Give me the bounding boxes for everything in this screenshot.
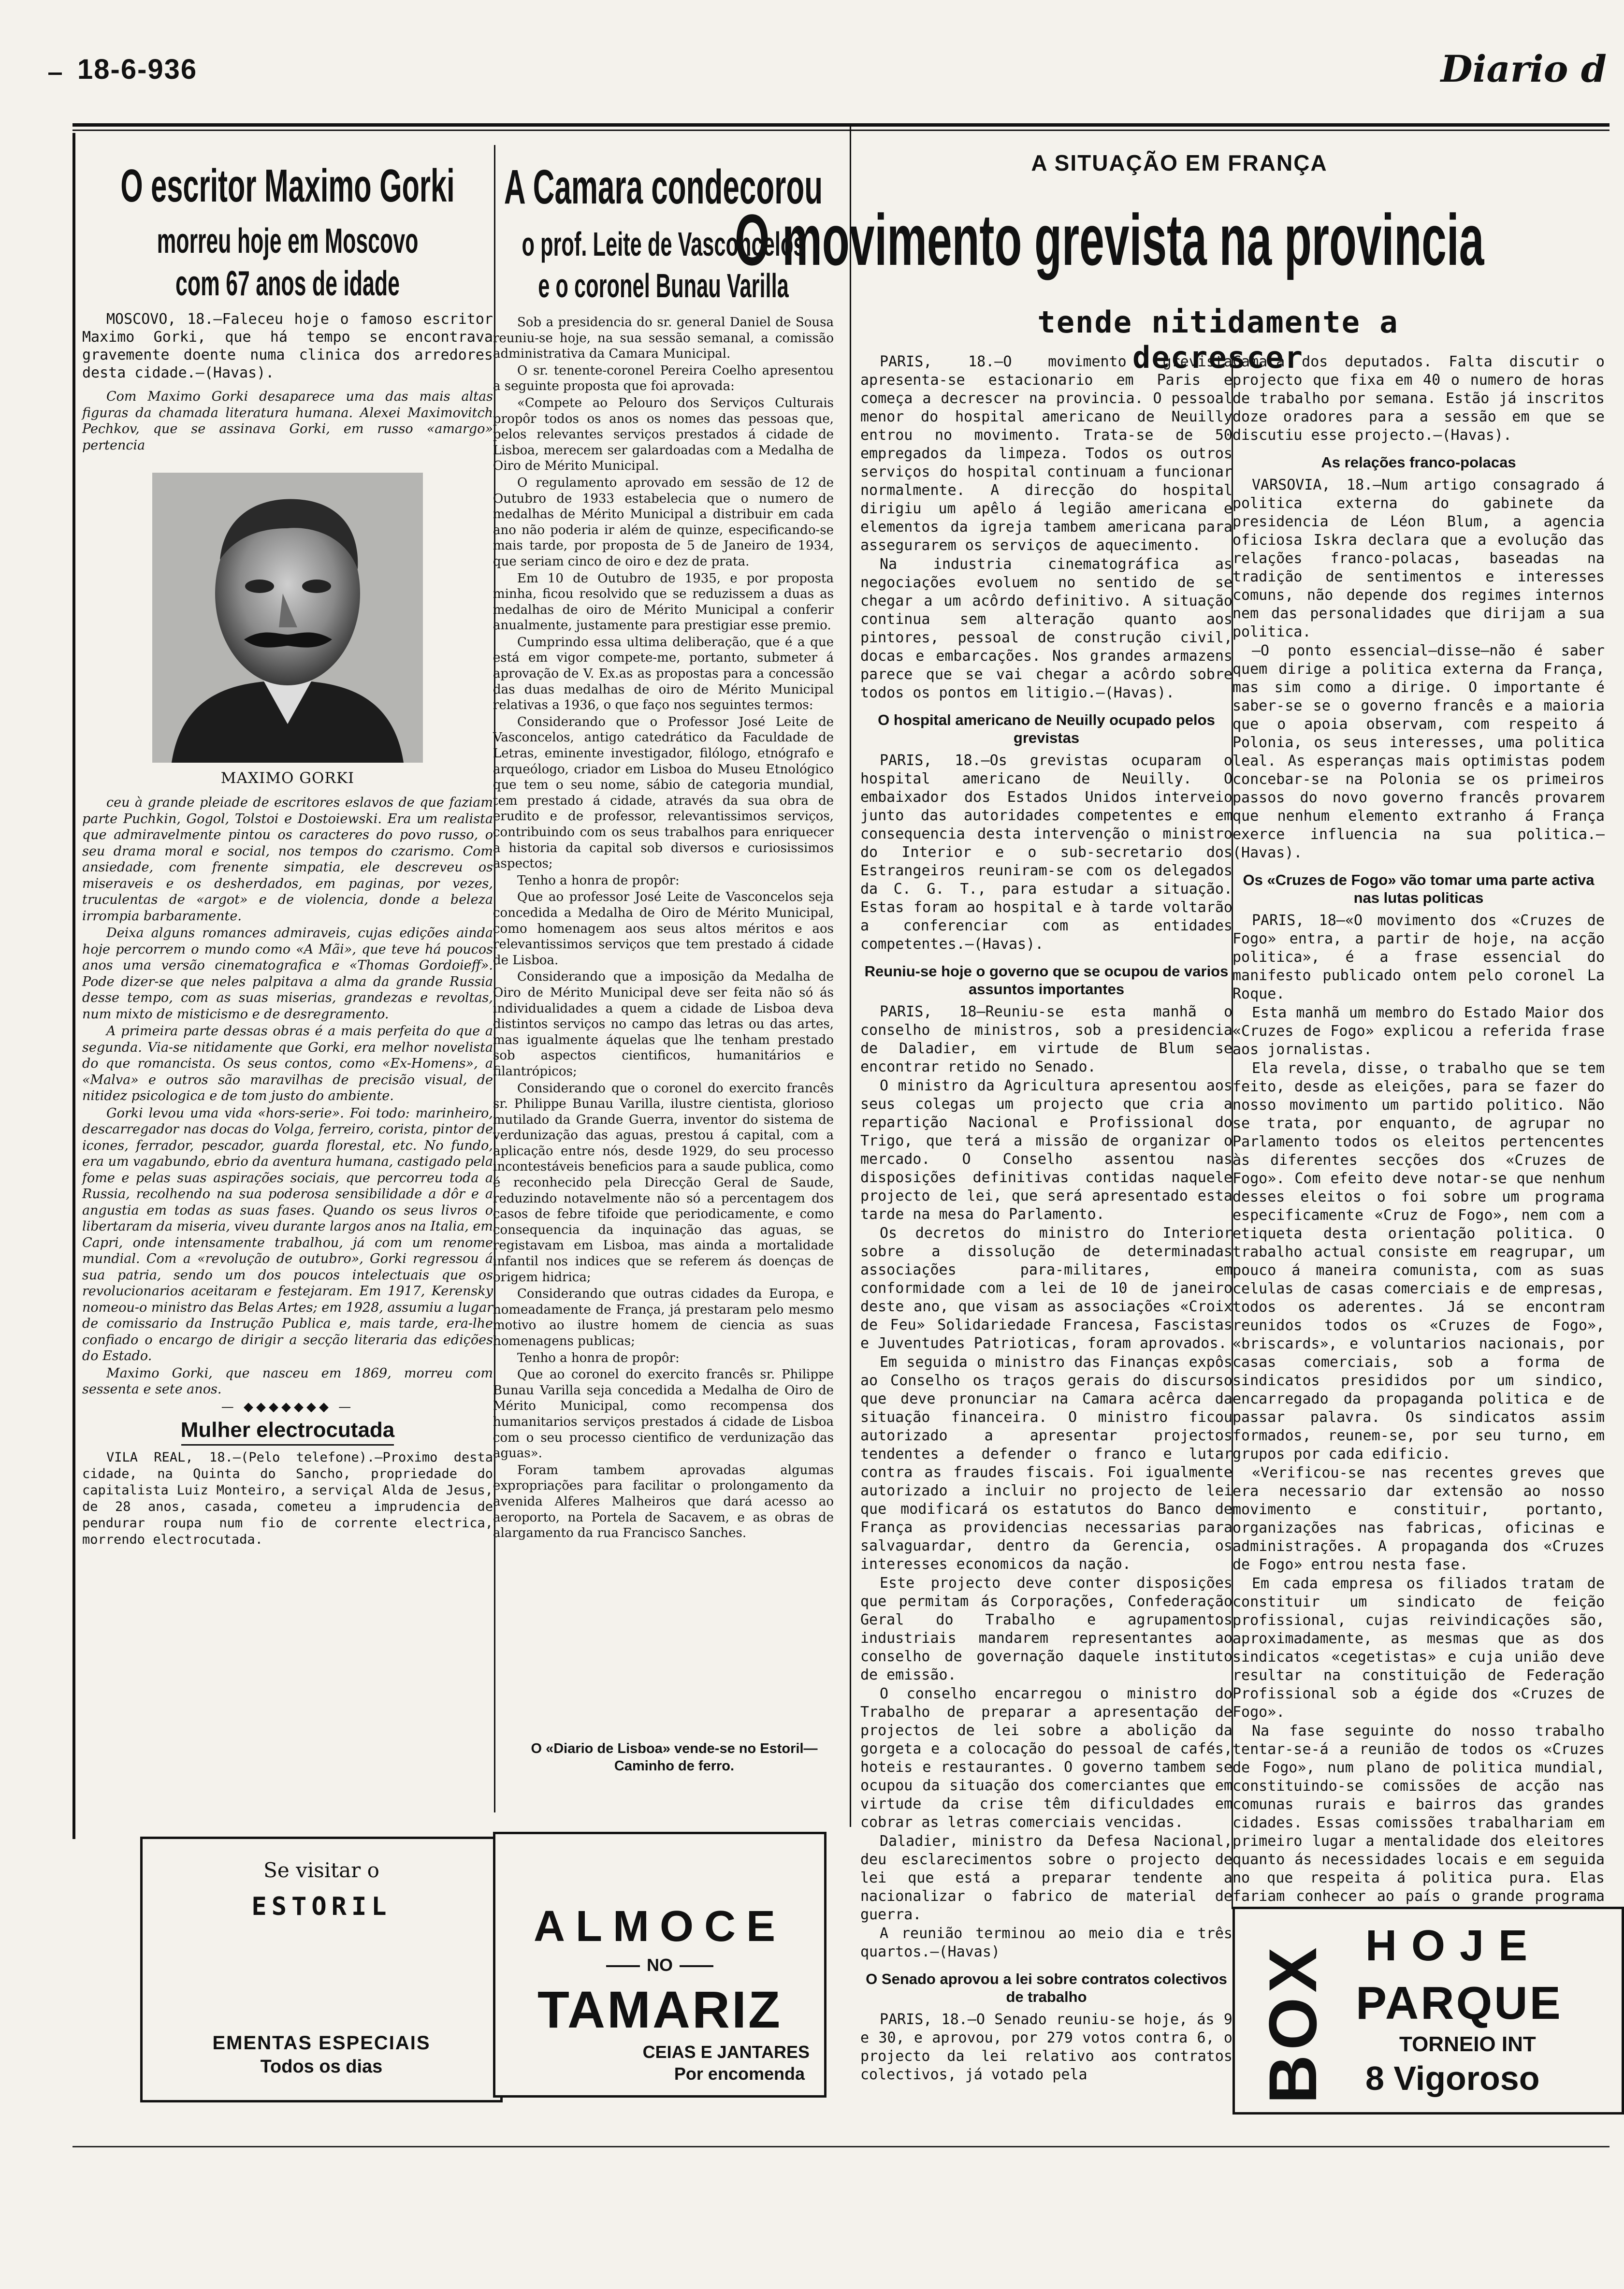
article-camara (493, 159, 834, 1798)
article-lead: MOSCOVO, 18.—Faleceu hoje o famoso escritor Maximo Gorki, que há tempo se encontrava gravemente doente numa clinica dos arredores desta cidade.—(Havas). (82, 311, 493, 381)
section-heading: As relações franco-polacas (1321, 454, 1516, 471)
article-subtitle: e o coronel Bunau Varilla (538, 267, 789, 304)
ad-text: NO (647, 1955, 673, 1975)
article-title: Mulher electrocutada (180, 1418, 395, 1442)
paragraph: O ministro da Agricultura apresentou aos seus colegas um projecto que cria a repartição Nacional e Profissional do Trigo, que terá a missão de organizar o mercado. O Conselho assentou nas disposições definitivas contidas naquele projecto de lei, que será apresentado esta tarde na mesa do Parlamento. (860, 1077, 1232, 1223)
title-underline (181, 1444, 394, 1446)
paragraph: O conselho encarregou o ministro do Trabalho de preparar a apresentação de projectos de lei sobre a abolição da gorgeta e a colocação do pessoal de cafés, hoteis e restaurantes. O governo tambem se ocupou da situação dos comerciantes que em virtude da crise têm dificuldades em cobrar as letras comerciais vencidas. (860, 1685, 1232, 1831)
paragraph: PARIS, 18.—O movimento grevista apresenta-se estacionario em Paris e começa a decrescer na provincia. O pessoal menor do hospital americano de Neuilly entrou no movimento. Trata-se de 50 empregados da limpeza. Todos os outros serviços do hospital continuam a funcionar normalmente. A direcção do hospital dirigiu um apêlo á legião americana e elementos da igreja tambem americana para assegurarem os serviços de aquecimento. (860, 353, 1232, 554)
ad-text: Todos os dias (260, 2057, 383, 2077)
paragraph: Camara dos deputados. Falta discutir o projecto que fixa em 40 o numero de horas de trabalho por semana. Estão já inscritos doze oradores para a sessão em que se discutiu esse projecto.—(Havas). (1232, 353, 1605, 444)
article-subtitle: com 67 anos de idade (175, 264, 400, 303)
ad-text: EMENTAS ESPECIAIS (212, 2032, 431, 2054)
ad-text: Por encomenda (674, 2064, 805, 2084)
ad-text: ALMOCE (534, 1902, 786, 1951)
article-column (860, 353, 1232, 2083)
paragraph: Em cada empresa os filiados tratam de constituir um sindicato de feição profissional, cujas reivindicações são, aproximadamente, as mesmas que as dos sindicatos «cegetistas» e cuja união deve resultar na constituição de Federação Profissional sob a égide dos «Cruzes de Fogo». (1232, 1575, 1605, 1721)
ad-text: BOX (1255, 1942, 1331, 2104)
ad-text: Se visitar o (263, 1858, 379, 1882)
ad-dash (606, 1965, 640, 1967)
ad-text: CEIAS E JANTARES (642, 2042, 810, 2062)
paragraph: —O ponto essencial—disse—não é saber quem dirige a politica externa da França, mas sim como a dirige. O importante é saber-se se o governo francês e a maioria que o apoia observam, com respeito á Polonia, os seus interesses, uma politica leal. As esperanças mais optimistas podem concebar-se na Polonia se os primeiros passos do novo governo francês provarem que nenhum elemento extranho á França exerce influencia na sua politica.—(Havas). (1232, 642, 1605, 861)
advertisement-box (1232, 1907, 1624, 2115)
portrait-image (152, 473, 423, 763)
bottom-rule (72, 2146, 1610, 2147)
paragraph: Esta manhã um membro do Estado Maior dos «Cruzes de Fogo» explicou a referida frase aos jornalistas. (1232, 1004, 1605, 1058)
paragraph: PARIS, 18.—Os grevistas ocuparam o hospital americano de Neuilly. O embaixador dos Estados Unidos interveio junto das autoridades competentes e em consequencia desta intervenção o ministro do Interior e o sub-secretario dos Estrangeiros reuniram-se com os delegados da C. G. T., para estudar a situação. Estas foram ao hospital e à tarde voltarão a conferenciar com as entidades competentes.—(Havas). (860, 752, 1232, 953)
article-intro: Com Maximo Gorki desaparece uma das mais altas figuras da chamada literatura humana. Alexei Maximovitch Pechkov, que se assinava Gorki, em russo «amargo» pertencia (82, 389, 493, 453)
masthead: Diario d (1440, 47, 1607, 90)
left-border-rule (72, 133, 75, 1839)
article-column (1232, 353, 1605, 1948)
article-gorki (82, 159, 493, 1769)
paragraph: PARIS, 18—«O movimento dos «Cruzes de Fogo» entra, a partir de hoje, na acção politica», é a frase essencial do manifesto publicado ontem pelo coronel La Roque. (1232, 912, 1605, 1002)
section-heading: Reuniu-se hoje o governo que se ocupou de varios assuntos importantes (864, 963, 1229, 998)
article-body: Sob a presidencia do sr. general Daniel de Sousa reuniu-se hoje, na sua sessão semanal, a comissão administrativa da Camara Municipal. O sr. tenente-coronel Pereira Coelho apresentou a seguinte proposta que foi aprovada: «Compete ao Pelouro dos Serviços Culturais propôr todos os anos os nomes das pessoas que, pelos relevantes serviços prestados á cidade de Lisboa, merecem ser galardoadas com a Medalha de Oiro de Mérito Municipal. O regulamento aprovado em sessão de 12 de Outubro de 1933 estabelecia que o numero de medalhas de Mérito Municipal a distribuir em cada ano não poderia ir além de quinze, especificando-se mais tarde, por proposta de 5 de Janeiro de 1934, que seriam cinco de oiro e dez de prata. Em 10 de Outubro de 1935, e por proposta minha, ficou resolvido que se reduzissem a duas as medalhas de oiro de Mérito Municipal a conferir anualmente, justamente para prestigiar esse premio. Cumprindo essa ultima deliberação, que é a que está em vigor compete-me, portanto, submeter á aprovação de V. Ex.as as propostas para a concessão das duas medalhas de oiro de Mérito Municipal relativas a 1936, o que faço nos seguintes termos: Considerando que o Professor José Leite de Vasconcelos, antigo catedrático da Faculdade de Letras, eminente investigador, filólogo, etnógrafo e arqueólogo, criador em Lisboa do Museu Etnológico que tem o seu nome, sábio de categoria mundial, tem prestado á cidade, através da sua obra de erudito e de professor, relevantissimos serviços, contribuindo com os seus trabalhos para enriquecer a historia da capital sob diversos e curiosissimos aspectos; Tenho a honra de propôr: Que ao professor José Leite de Vasconcelos seja concedida a Medalha de Oiro de Mérito Municipal, como homenagem aos seus altos méritos e aos relevantissimos serviços que tem prestado á cidade de Lisboa. Considerando que a imposição da Medalha de Oiro de Mérito Municipal deve ser feita não só ás individualidades a quem a cidade de Lisboa deva distintos serviços no campo das letras ou das artes, mas igualmente áquelas que lhe tenham prestado sob aspectos cientificos, humanitários e filantrópicos; Considerando que o coronel do exercito francês sr. Philippe Bunau Varilla, ilustre cientista, glorioso mutilado da Grande Guerra, inventor do sistema de verdunização das aguas, prestou á capital, com a aplicação entre nós, desde 1929, do seu processo incontestáveis beneficios para a saude publica, como é reconhecido pela Direcção Geral de Saude, reduzindo notavelmente não só a percentagem dos casos de febre tifoide que periodicamente, e como consequencia da inquinação das aguas, se registavam em Lisboa, mas ainda a mortalidade infantil nos indices que se referem ás doenças de origem hidrica; Considerando que outras cidades da Europa, e nomeadamente de França, já prestaram pelo mesmo motivo ao ilustre homem de ciencia as suas homenagens publicas; Tenho a honra de propôr: Que ao coronel do exercito francês sr. Philippe Bunau Varilla seja concedida a Medalha de Oiro de Mérito Municipal, como recompensa dos humanitarios serviços prestados á cidade de Lisboa com o seu processo cientifico de verdunização das aguas». Foram tambem aprovadas algumas expropriações para facilitar o prolongamento da avenida Alferes Malheiros que dará acesso ao aeroporto, na Portela de Sacavem, e as obras de alargamento da rua Francisco Sanches. (493, 315, 834, 1541)
paragraph: «Verificou-se nas recentes greves que era necessario dar extensão ao nosso movimento e constituir, portanto, organizações nas fabricas, oficinas e administrações. A propaganda dos «Cruzes de Fogo» entrou nesta fase. (1232, 1464, 1605, 1573)
ornament-divider: — ◆◆◆◆◆◆◆ — (221, 1399, 354, 1414)
paragraph: VARSOVIA, 18.—Num artigo consagrado á politica externa do gabinete da presidencia de Léon Blum, a agencia oficiosa Iskra declara que a evolução das relações franco-polacas, baseadas na tradição de sentimentos e interesses comuns, não depende dos regimes internos nem das personalidades que dirijam a sua politica. (1232, 477, 1605, 640)
article-subtitle: morreu hoje em Moscovo (157, 222, 419, 261)
column-rule (850, 126, 851, 1827)
article-title: O escritor Maximo Gorki (120, 160, 455, 212)
paragraph: Em seguida o ministro das Finanças expôs ao Conselho os traços gerais do discurso que deve pronunciar na Camara acêrca da situação financeira. O ministro ficou autorizado a apresentar projectos tendentes a defender o franco e lutar contra as fraudes fiscais. Foi igualmente autorizado a incluir no projecto de lei que modificará os estatutos do Banco de França as providencias necessarias para salvaguardar, dentro da Gerencia, os interesses economicos da nação. (860, 1354, 1232, 1573)
ad-text: TORNEIO INT (1399, 2032, 1536, 2056)
article-title: A Camara condecorou (504, 160, 823, 214)
ad-text: TAMARIZ (537, 1980, 782, 2039)
paragraph: Este projecto deve conter disposições que permitam ás Corporações, Confederação Geral do Trabalho e agrupamentos industriais mandarem representantes ao conselho de governação daquele instituto de emissão. (860, 1575, 1232, 1683)
section-heading: O Senado aprovou a lei sobre contratos colectivos de trabalho (866, 1970, 1227, 2005)
paragraph: Daladier, ministro da Defesa Nacional, deu esclarecimentos sobre o projecto de lei que está a preparar tendente a nacionalizar o fabrico de material de guerra. (860, 1833, 1232, 1923)
portrait-caption: MAXIMO GORKI (220, 769, 355, 787)
ad-text: HOJE (1365, 1922, 1542, 1970)
top-rule (72, 123, 1610, 131)
article-body: VILA REAL, 18.—(Pelo telefone).—Proximo desta cidade, na Quinta do Sancho, propriedade do capitalista Luiz Monteiro, a serviçal Alda de Jesus, de 28 anos, casada, cometeu a imprudencia de pendurar roupa num fio de corrente electrica, morrendo electrocutada. (82, 1449, 493, 1547)
paragraph: Ela revela, disse, o trabalho que se tem feito, desde as eleições, para se fazer do nosso movimento um partido politico. Não se trata, por enquanto, de agrupar no Parlamento todos os eleitos pertencentes às diferentes secções dos «Cruzes de Fogo». Com efeito deve notar-se que nenhum desses eleitos o foi sobre um programa especificamente «Cruz de Fogo», nem com a etiqueta desta orientação politica. O trabalho actual consiste em reagrupar, um pouco á maneira comunista, com as suas celulas de casas comerciais e de empresas, todos os aderentes. Já se encontram reunidos todos os «Cruzes de Fogo», «briscards», e voluntarios nacionais, por casas comerciais, sob a forma de sindicatos presididos por um sindico, encarregado da propaganda politica e de passar palavra. Os sindicatos assim formados, reunem-se, por seu turno, em grupos por cada edificio. (1232, 1060, 1605, 1463)
ad-dash (680, 1965, 713, 1967)
section-kicker: A SITUAÇÃO EM FRANÇA (1031, 150, 1328, 175)
ad-text: ESTORIL (251, 1892, 392, 1921)
paragraph: Os decretos do ministro do Interior sobre a dissolução de determinadas associações para-militares, em conformidade com a lei de 10 de janeiro deste ano, que visam as associações «Croix de Feu» Solidariedade Francesa, Fascistas e Juventudes Patrioticas, foram aprovados. (860, 1225, 1232, 1352)
advertisement-estoril (140, 1837, 503, 2102)
distribution-note: O «Diario de Lisboa» vende-se no Estoril—Caminho de ferro. (531, 1741, 818, 1774)
article-subtitle: o prof. Leite de Vasconcelos (522, 225, 805, 263)
article-body: ceu à grande pleiade de escritores eslavos de que faziam parte Puchkin, Gogol, Tolstoi e Dostoiewski. Era um realista que admiravelmente pintou os caracteres do povo russo, o seu drama moral e social, nos tempos do czarismo. Com ansiedade, com frenente simpatia, ele descreveu os miseraveis e os desherdados, em paginas, por vezes, truculentas de «argot» e de violencia, donde a beleza irrompia barbaramente. Deixa alguns romances admiraveis, cujas edições ainda hoje percorrem o mundo como «A Mãi», que teve há poucos anos uma versão cinematografica e «Thomas Gordoieff». Pode dizer-se que neles palpitava a alma da grande Russia desse tempo, com as suas miserias, grandezas e revoltas, num mixto de misticismo e de desregramento. A primeira parte dessas obras é a mais perfeita do que a segunda. Via-se nitidamente que Gorki, era melhor novelista do que romancista. Os seus contos, como «Ex-Homens», a «Malva» e outros são maravilhas de precisão visual, de nitidez psicologica e de tom justo do ambiente. Gorki levou uma vida «hors-serie». Foi todo: marinheiro, descarregador nas docas do Volga, ferreiro, corista, pintor de icones, ferrador, pescador, guarda florestal, etc. No fundo, era um vagabundo, ebrio da aventura humana, castigado pela fome e pelas suas aspirações sociais, que percorreu toda a Russia, recolhendo na sua poderosa sensibilidade a dôr e a angustia em todas as suas fases. Quando os seus livros o libertaram da miseria, viveu durante largos anos na Italia, em Capri, onde intensamente trabalhou, já com um renome mundial. Com a «revolução de outubro», Gorki regressou á sua patria, sendo um dos poucos intelectuais que os revolucionarios aceitaram e festejaram. Em 1917, Kerensky nomeou-o ministro das Belas Artes; em 1928, assumiu a lugar de comissario da Instrução Publica e, mais tarde, era-lhe confiado o encargo de dirigir a secção literaria das edições do Estado. Maximo Gorki, que nasceu em 1869, morreu com sessenta e sete anos. (82, 795, 493, 1397)
advertisement-tamariz (493, 1832, 826, 2098)
ad-text: 8 Vigoroso (1365, 2059, 1540, 2097)
ad-text (495, 1955, 824, 1975)
section-heading: O hospital americano de Neuilly ocupado pelos grevistas (878, 711, 1215, 746)
page-date: 18-6-936 (77, 54, 198, 85)
section-heading: Os «Cruzes de Fogo» vão tomar uma parte activa nas lutas politicas (1243, 871, 1595, 906)
paragraph: A reunião terminou ao meio dia e três quartos.—(Havas) (860, 1925, 1232, 1960)
header-dash (48, 72, 62, 75)
paragraph: Na industria cinematográfica as negociações evoluem no sentido de se chegar a um acôrdo definitivo. A situação continua sem alteração quanto aos pintores, pessoal de construção civil, docas e embarcações. Nos grandes armazens parece que se vai chegar a acôrdo sobre todos os pontos em litigio.—(Havas). (860, 556, 1232, 701)
article-subtitle: tende nitidamente a decrescer (1037, 304, 1399, 375)
paragraph: PARIS, 18.—O Senado reuniu-se hoje, ás 9 e 30, e aprovou, por 279 votos contra 6, o projecto da lei relativo aos contratos colectivos, já votado pela (860, 2011, 1232, 2083)
paragraph: Na fase seguinte do nosso trabalho tentar-se-á a reunião de todos os «Cruzes de Fogo», num plano de politica mundial, constituindo-se comissões de acção nas comunas rurais e bairros das grandes cidades. Essas comissões trabalhariam em primeiro lugar a mentalidade dos eleitores quanto ás necessidades locais e em seguida no que respeita á politica pura. Elas fariam conhecer ao país o grande programa (1232, 1723, 1605, 1905)
paragraph: PARIS, 18—Reuniu-se esta manhã o conselho de ministros, sob a presidencia de Daladier, em virtude de Blum se encontrar retido no Senado. (860, 1003, 1232, 1075)
ad-text: PARQUE (1356, 1977, 1563, 2029)
article-title: O movimento grevista na provincia (735, 199, 1484, 280)
